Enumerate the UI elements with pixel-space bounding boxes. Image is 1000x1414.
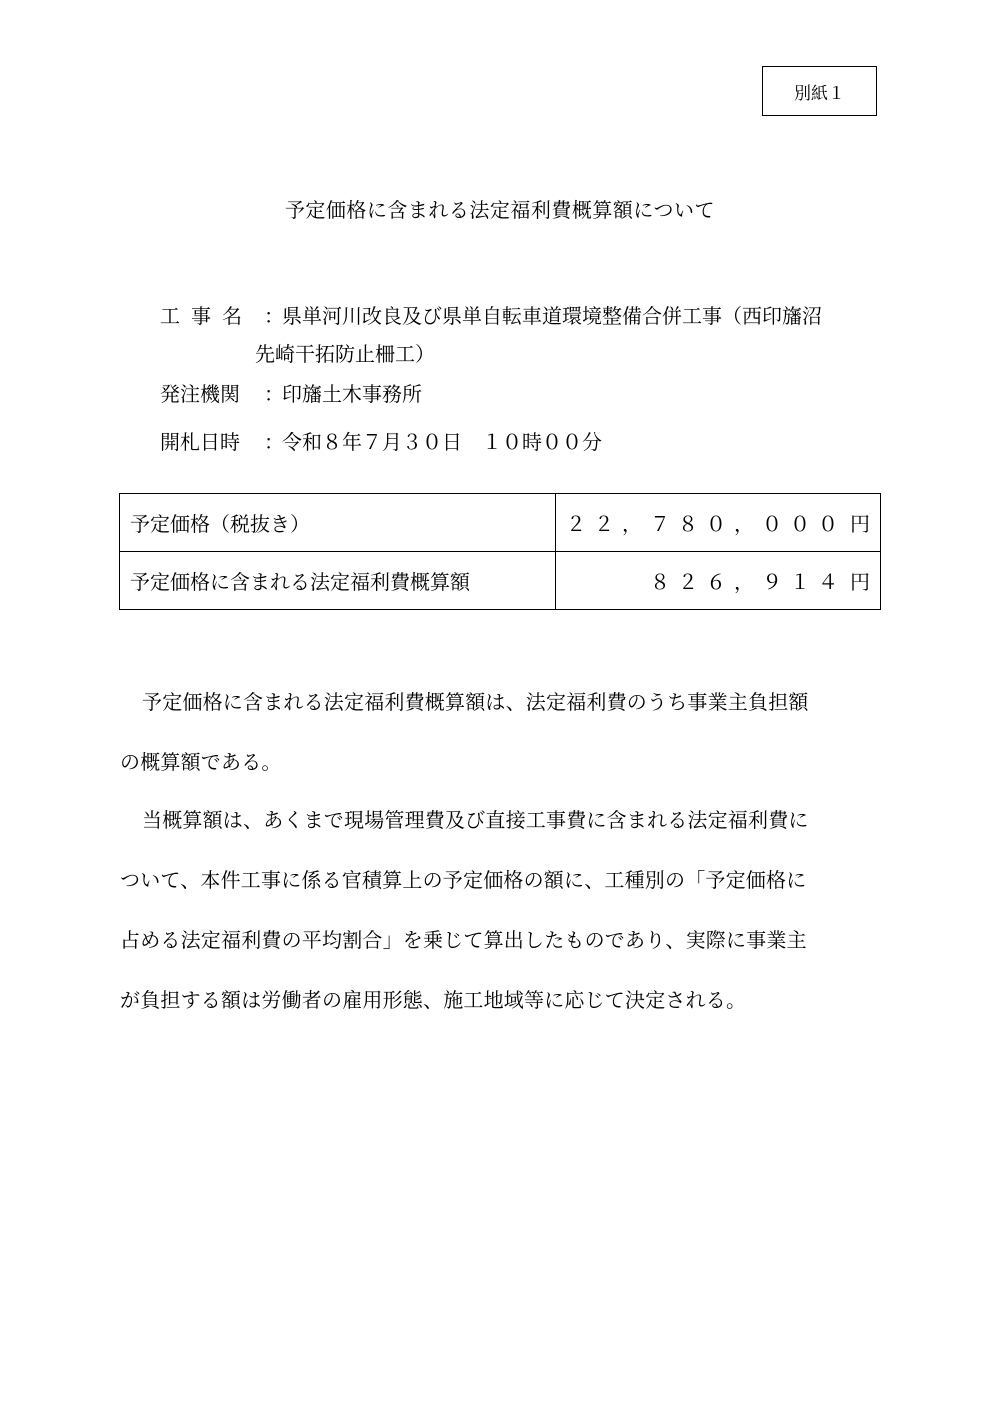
project-separator: ： (264, 304, 284, 328)
ordering-agency-label: 発注機関 (160, 382, 240, 406)
ordering-agency-value: 印旛土木事務所 (282, 382, 422, 406)
ordering-agency-separator: ： (264, 382, 284, 406)
amount-value: ２２，７８０，０００ (566, 512, 846, 536)
table-cell-item: 予定価格（税抜き） (120, 494, 556, 552)
project-value-continued: 先崎干拓防止柵工） (255, 342, 435, 366)
paragraph-line: ついて、本件工事に係る官積算上の予定価格の額に、工種別の「予定価格に (120, 868, 807, 892)
amount-value: ８２６，９１４ (650, 570, 846, 594)
project-label: 工事名 (160, 304, 253, 328)
document-title: 予定価格に含まれる法定福利費概算額について (284, 198, 716, 222)
amount-unit: 円 (850, 512, 870, 536)
paragraph-line: が負担する額は労働者の雇用形態、施工地域等に応じて決定される。 (120, 988, 747, 1012)
amount-unit: 円 (850, 570, 870, 594)
table-cell-item: 予定価格に含まれる法定福利費概算額 (120, 552, 556, 610)
table-cell-amount (556, 552, 881, 610)
bid-opening-value: 令和８年７月３０日 １０時００分 (282, 430, 602, 454)
paragraph-2 (120, 790, 882, 1030)
paragraph-line: 占める法定福利費の平均割合」を乗じて算出したものであり、実際に事業主 (120, 928, 807, 952)
project-value: 県単河川改良及び県単自転車道環境整備合併工事（西印旛沼 (282, 304, 822, 328)
table-row (120, 552, 881, 610)
price-table (119, 493, 881, 610)
table-cell-amount (556, 494, 881, 552)
paragraph-line: 当概算額は、あくまで現場管理費及び直接工事費に含まれる法定福利費に (142, 808, 809, 832)
table-row (120, 494, 881, 552)
attachment-label-text: 別紙１ (794, 83, 845, 104)
paragraph-line: の概算額である。 (120, 750, 282, 774)
paragraph-line: 予定価格に含まれる法定福利費概算額は、法定福利費のうち事業主負担額 (142, 690, 809, 714)
paragraph-1 (120, 672, 882, 792)
bid-opening-label: 開札日時 (160, 430, 240, 454)
attachment-label (762, 66, 877, 116)
bid-opening-separator: ： (264, 430, 284, 454)
